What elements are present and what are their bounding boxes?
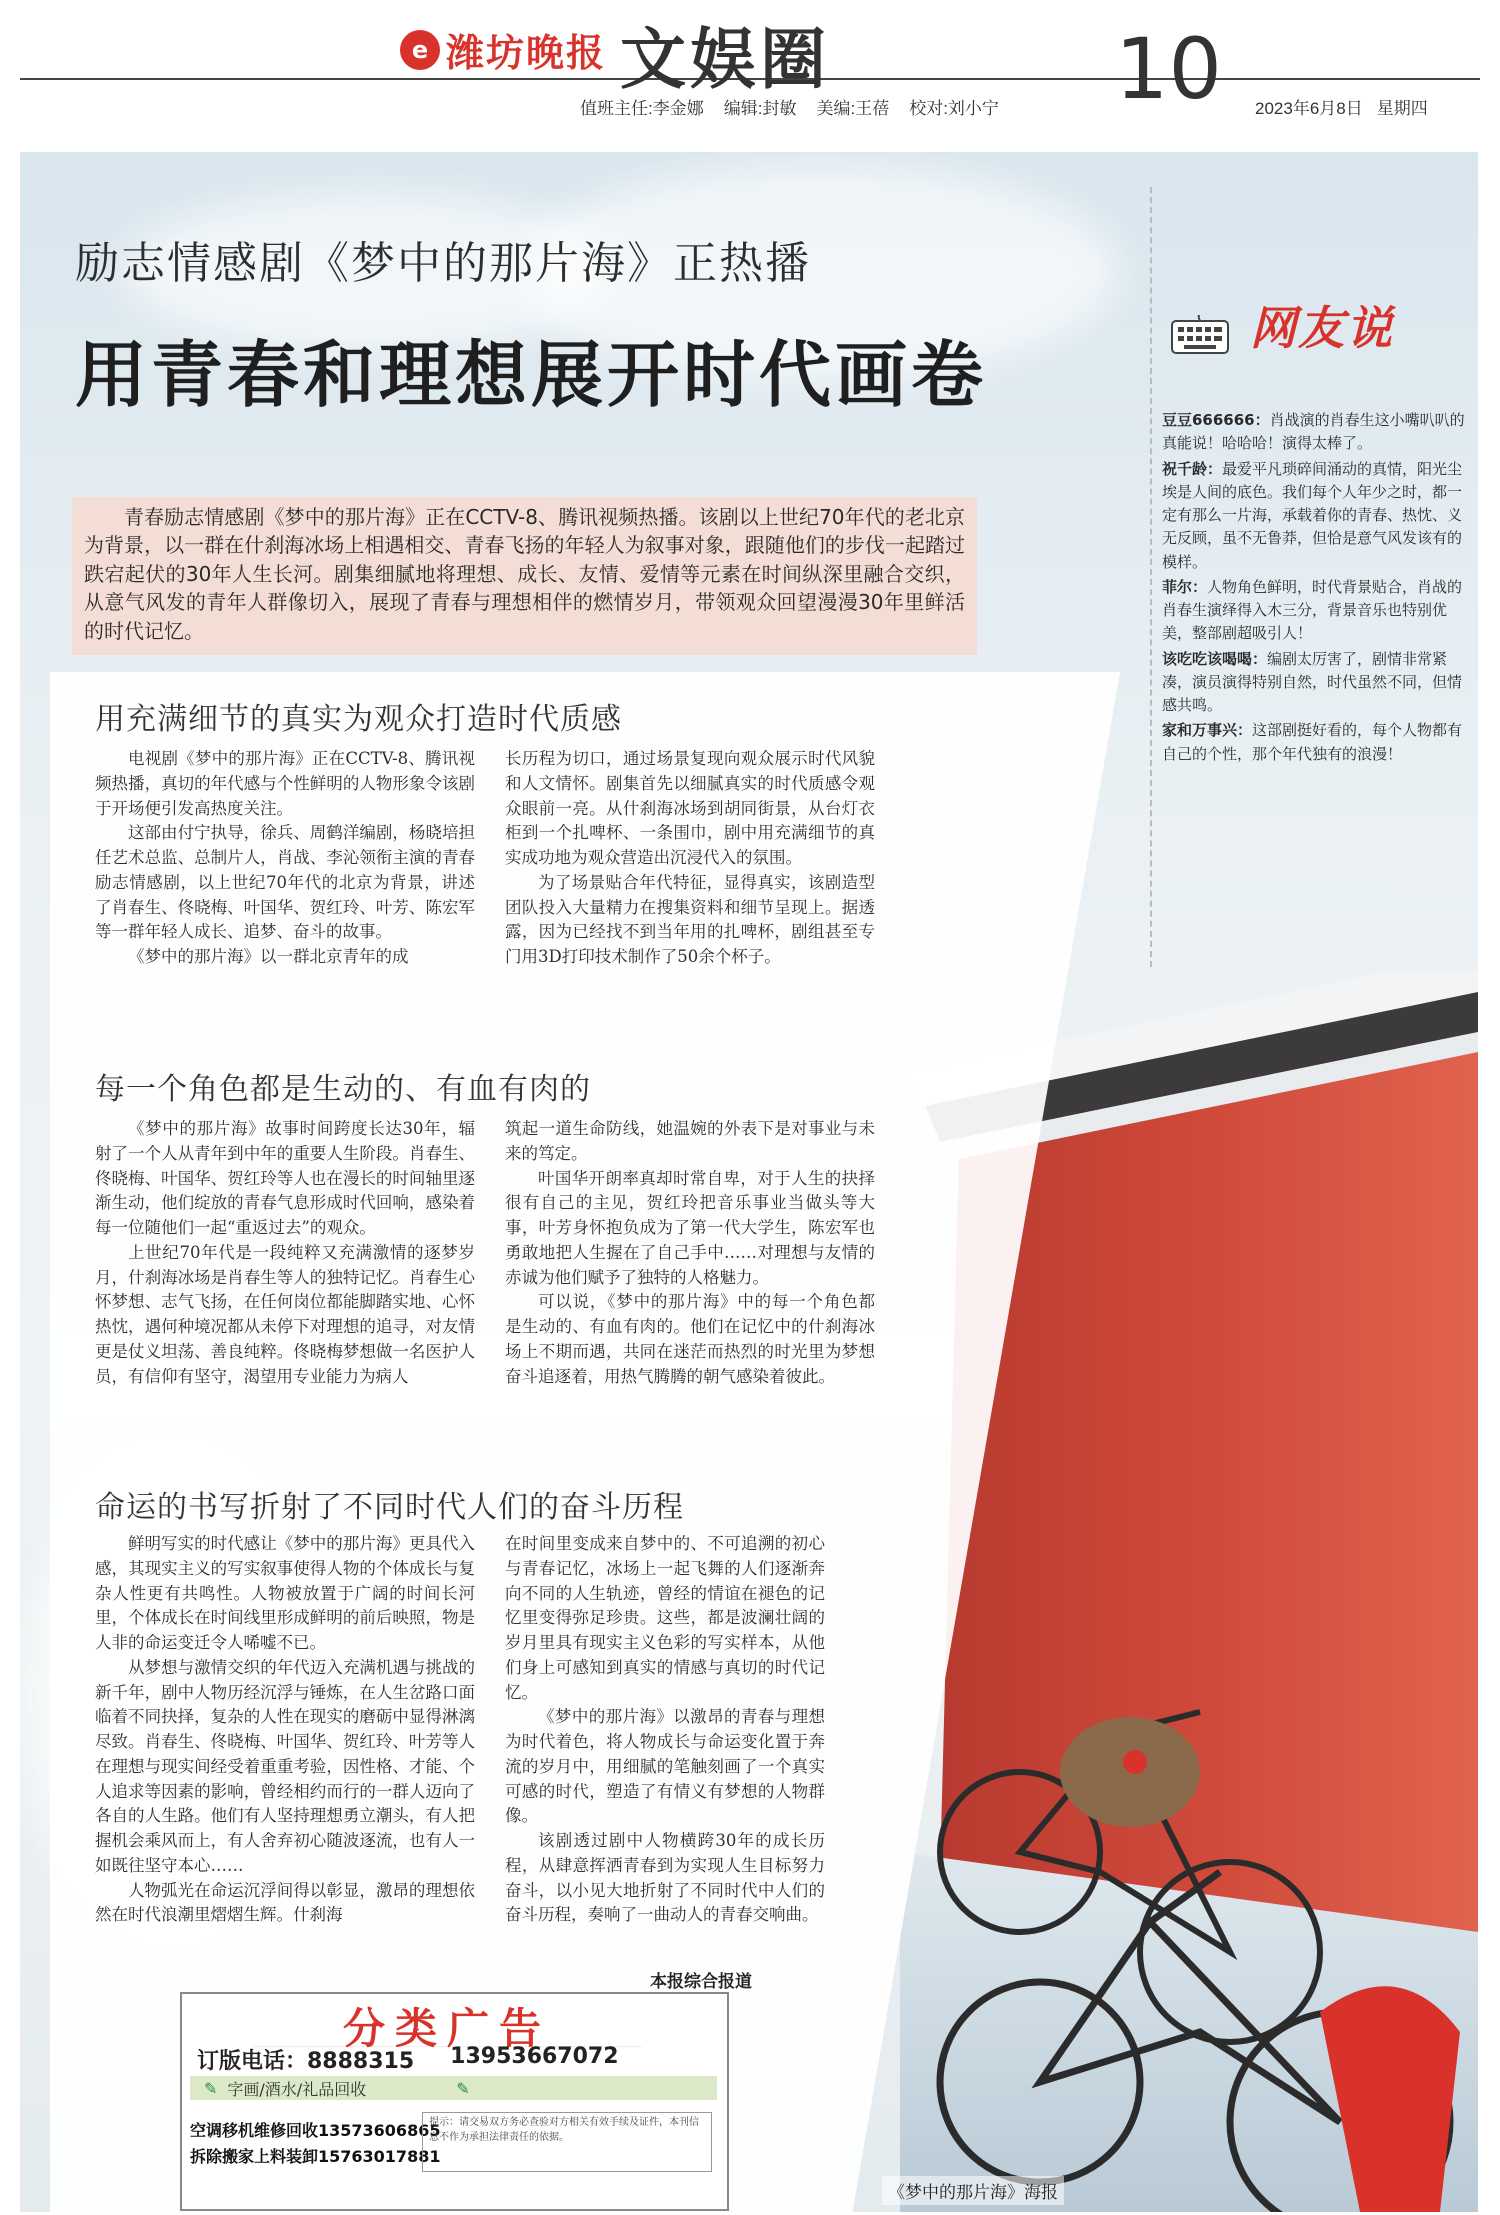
ad-order-phones bbox=[197, 2044, 619, 2075]
staff-duty-chief: 值班主任:李金娜 bbox=[580, 99, 704, 118]
comment-author: 祝千龄： bbox=[1162, 459, 1223, 478]
ad-category-strip bbox=[190, 2076, 717, 2100]
netizen-comments-sidebar bbox=[1150, 187, 1478, 987]
paragraph: 人物弧光在命运沉浮间得以彰显，激昂的理想依然在时代浪潮里熠熠生辉。什刹海 bbox=[95, 1880, 475, 1925]
paper-name: 潍坊晚报 bbox=[446, 31, 607, 75]
ad-listing: 空调移机维修回收13573606865 bbox=[190, 2121, 441, 2140]
staff-art-editor: 美编:王蓓 bbox=[816, 99, 890, 118]
issue-date bbox=[1255, 94, 1428, 119]
ad-listing: 拆除搬家上料装卸15763017881 bbox=[190, 2147, 441, 2166]
article-headline: 用青春和理想展开时代画卷 bbox=[75, 333, 988, 417]
paragraph: 该剧透过剧中人物横跨30年的成长历程，从肆意挥洒青春到为实现人生目标努力奋斗，以小见大地折射了不同时代中人们的奋斗历程，奏响了一曲动人的青春交响曲。 bbox=[505, 1831, 825, 1925]
date-text: 2023年6月8日 bbox=[1255, 99, 1363, 118]
byline: 本报综合报道 bbox=[650, 1972, 752, 1992]
paragraph: 叶国华开朗率真却时常自卑，对于人生的抉择很有自己的主见，贺红玲把音乐事业当做头等大事，叶芳身怀抱负成为了第一代大学生，陈宏军也勇敢地把人生握在了自己手中……对理想与友情的赤诚为他们赋予了独特的人格魅力。 bbox=[505, 1168, 875, 1287]
paragraph: 《梦中的那片海》故事时间跨度长达30年，辐射了一个人从青年到中年的重要人生阶段。肖春生、佟晓梅、叶国华、贺红玲等人也在漫长的时间轴里逐渐生动，他们绽放的青春气息形成时代回响，感染着每一位随他们一起“重返过去”的观众。 bbox=[95, 1119, 475, 1237]
comment bbox=[1162, 458, 1472, 574]
lead-paragraph: 青春励志情感剧《梦中的那片海》正在CCTV-8、腾讯视频热播。该剧以上世纪70年代的老北京为背景，以一群在什刹海冰场上相遇相交、青春飞扬的年轻人为叙事对象，跟随他们的步伐一起踏过跌宕起伏的30年人生长河。剧集细腻地将理想、成长、友情、爱情等元素在时间纵深里融合交织，从意气风发的青年人群像切入，展现了青春与理想相伴的燃情岁月，带领观众回望漫漫30年里鲜活的时代记忆。 bbox=[84, 505, 965, 643]
ad-title: 分类广告 bbox=[252, 1996, 642, 2047]
red-star-badge bbox=[1123, 1750, 1147, 1774]
masthead bbox=[0, 0, 1500, 150]
comment-author: 菲尔： bbox=[1162, 577, 1208, 596]
paper-logo bbox=[400, 22, 606, 77]
staff-proofreader: 校对:刘小宁 bbox=[909, 99, 999, 118]
section-2-col-1 bbox=[95, 1117, 475, 1389]
section-heading-3: 命运的书写折射了不同时代人们的奋斗历程 bbox=[95, 1490, 684, 1525]
article-panel bbox=[20, 152, 1478, 2212]
section-heading-2: 每一个角色都是生动的、有血有肉的 bbox=[95, 1072, 591, 1107]
page-number: 10 bbox=[1115, 20, 1222, 118]
staff-credits bbox=[580, 94, 999, 119]
section-title: 文娱圈 bbox=[620, 20, 830, 98]
lead-box bbox=[72, 497, 977, 655]
paragraph: 为了场景贴合年代特征，显得真实，该剧造型团队投入大量精力在搜集资料和细节呈现上。据透露，因为已经找不到当年用的扎啤杯，剧组甚至专门用3D打印技术制作了50余个杯子。 bbox=[505, 872, 875, 966]
classified-ad bbox=[180, 1992, 729, 2211]
ad-category: 字画/酒水/礼品回收 bbox=[227, 2079, 367, 2099]
comment-text: 这部剧挺好看的，每个人物都有自己的个性，那个年代独有的浪漫！ bbox=[1162, 721, 1463, 763]
paragraph: 鲜明写实的时代感让《梦中的那片海》更具代入感，其现实主义的写实叙事使得人物的个体成长与复杂人性更有共鸣性。人物被放置于广阔的时间长河里，个体成长在时间线里形成鲜明的前后映照，物是人非的命运变迁令人唏嘘不已。 bbox=[95, 1534, 475, 1652]
keyboard-icon bbox=[1170, 315, 1230, 355]
comment-author: 该吃吃该喝喝： bbox=[1162, 649, 1268, 668]
section-1-col-2 bbox=[505, 747, 875, 970]
paragraph: 筑起一道生命防线，她温婉的外表下是对事业与未来的笃定。 bbox=[505, 1119, 875, 1163]
logo-mark-icon: e bbox=[400, 30, 440, 70]
comment-author: 家和万事兴： bbox=[1162, 721, 1253, 740]
comment bbox=[1162, 719, 1472, 766]
paragraph: 在时间里变成来自梦中的、不可追溯的初心与青春记忆，冰场上一起飞舞的人们逐渐奔向不同的人生轨迹，曾经的情谊在褪色的记忆里变得弥足珍贵。这些，都是波澜壮阔的岁月里具有现实主义色彩的写实样本，从他们身上可感知到真实的情感与真切的时代记忆。 bbox=[505, 1534, 825, 1702]
comment-text: 人物角色鲜明，时代背景贴合，肖战的肖春生演绎得入木三分，背景音乐也特别优美，整部剧超吸引人！ bbox=[1162, 577, 1463, 643]
section-1-col-1 bbox=[95, 747, 475, 970]
staff-editor: 编辑:封敏 bbox=[723, 99, 797, 118]
ad-disclaimer: 提示：请交易双方务必查验对方相关有效手续及证件，本刊信息不作为承担法律责任的依据。 bbox=[422, 2112, 712, 2172]
section-2-col-2 bbox=[505, 1117, 875, 1389]
weekday-text: 星期四 bbox=[1376, 99, 1428, 118]
ad-category-icon: ✎ bbox=[204, 2078, 218, 2098]
section-heading-1: 用充满细节的真实为观众打造时代质感 bbox=[95, 702, 622, 737]
comment bbox=[1162, 409, 1472, 456]
comment-text: 最爱平凡琐碎间涌动的真情，阳光尘埃是人间的底色。我们每个人年少之时，都一定有那么一片海，承载着你的青春、热忱、义无反顾，虽不无鲁莽，但恰是意气风发该有的模样。 bbox=[1162, 459, 1463, 571]
comment bbox=[1162, 576, 1472, 646]
comment-author: 豆豆666666： bbox=[1162, 411, 1270, 429]
paragraph: 《梦中的那片海》以一群北京青年的成 bbox=[128, 947, 409, 966]
paragraph: 长历程为切口，通过场景复现向观众展示时代风貌和人文情怀。剧集首先以细腻真实的时代质感令观众眼前一亮。从什刹海冰场到胡同街景，从台灯衣柜到一个扎啤杯、一条围巾，剧中用充满细节的真实成功地为观众营造出沉浸代入的氛围。 bbox=[505, 749, 875, 867]
dashed-divider bbox=[1150, 187, 1154, 967]
netizen-title: 网友说 bbox=[1250, 301, 1394, 355]
ad-order-label: 订版电话：8888315 bbox=[197, 2049, 415, 2074]
comments-list bbox=[1162, 409, 1472, 768]
paragraph: 上世纪70年代是一段纯粹又充满激情的逐梦岁月，什刹海冰场是肖春生等人的独特记忆。肖春生心怀梦想、志气飞扬，在任何岗位都能脚踏实地、心怀热忱，遇何种境况都从未停下对理想的追寻，对友情更是仗义坦荡、善良纯粹。佟晓梅梦想做一名医护人员，有信仰有坚守，渴望用专业能力为病人 bbox=[95, 1242, 475, 1386]
paragraph: 这部由付宁执导，徐兵、周鹤洋编剧，杨晓培担任艺术总监、总制片人，肖战、李沁领衔主演的青春励志情感剧，以上世纪70年代的北京为背景，讲述了肖春生、佟晓梅、叶国华、贺红玲、叶芳、陈宏军等一群年轻人成长、追梦、奋斗的故事。 bbox=[95, 823, 475, 942]
poster-caption: 《梦中的那片海》海报 bbox=[882, 2176, 1064, 2205]
paragraph: 电视剧《梦中的那片海》正在CCTV-8、腾讯视频热播，真切的年代感与个性鲜明的人物形象令该剧于开场便引发高热度关注。 bbox=[95, 749, 475, 818]
section-3-col-2 bbox=[505, 1532, 825, 1928]
paragraph: 《梦中的那片海》以激昂的青春与理想为时代着色，将人物成长与命运变化置于奔流的岁月中，用细腻的笔触刻画了一个真实可感的时代，塑造了有情义有梦想的人物群像。 bbox=[505, 1707, 825, 1826]
comment bbox=[1162, 648, 1472, 718]
paragraph: 可以说，《梦中的那片海》中的每一个角色都是生动的、有血有肉的。他们在记忆中的什刹海冰场上不期而遇，共同在迷茫而热烈的时光里为梦想奋斗追逐着，用热气腾腾的朝气感染着彼此。 bbox=[505, 1292, 875, 1386]
paragraph: 从梦想与激情交织的年代迈入充满机遇与挑战的新千年，剧中人物历经沉浮与锤炼，在人生岔路口面临着不同抉择，复杂的人性在现实的磨砺中显得淋漓尽致。肖春生、佟晓梅、叶国华、贺红玲、叶芳等人在理想与现实间经受着重重考验，因性格、才能、个人追求等因素的影响，曾经相约而行的一群人迈向了各自的人生路。他们有人坚持理想勇立潮头，有人把握机会乘风而上，有人舍弃初心随波逐流，也有人一如既往坚守本心…… bbox=[95, 1657, 475, 1875]
ad-order-phone-2: 13953667072 bbox=[450, 2044, 619, 2069]
article-kicker: 励志情感剧《梦中的那片海》正热播 bbox=[75, 238, 811, 289]
ad-category-icon: ✎ bbox=[456, 2078, 470, 2098]
comment-text: 肖战演的肖春生这小嘴叭叭的真能说！哈哈哈！演得太棒了。 bbox=[1162, 411, 1465, 453]
comment-text: 编剧太厉害了，剧情非常紧凑，演员演得特别自然，时代虽然不同，但情感共鸣。 bbox=[1162, 649, 1463, 714]
section-3-col-1 bbox=[95, 1532, 475, 1928]
